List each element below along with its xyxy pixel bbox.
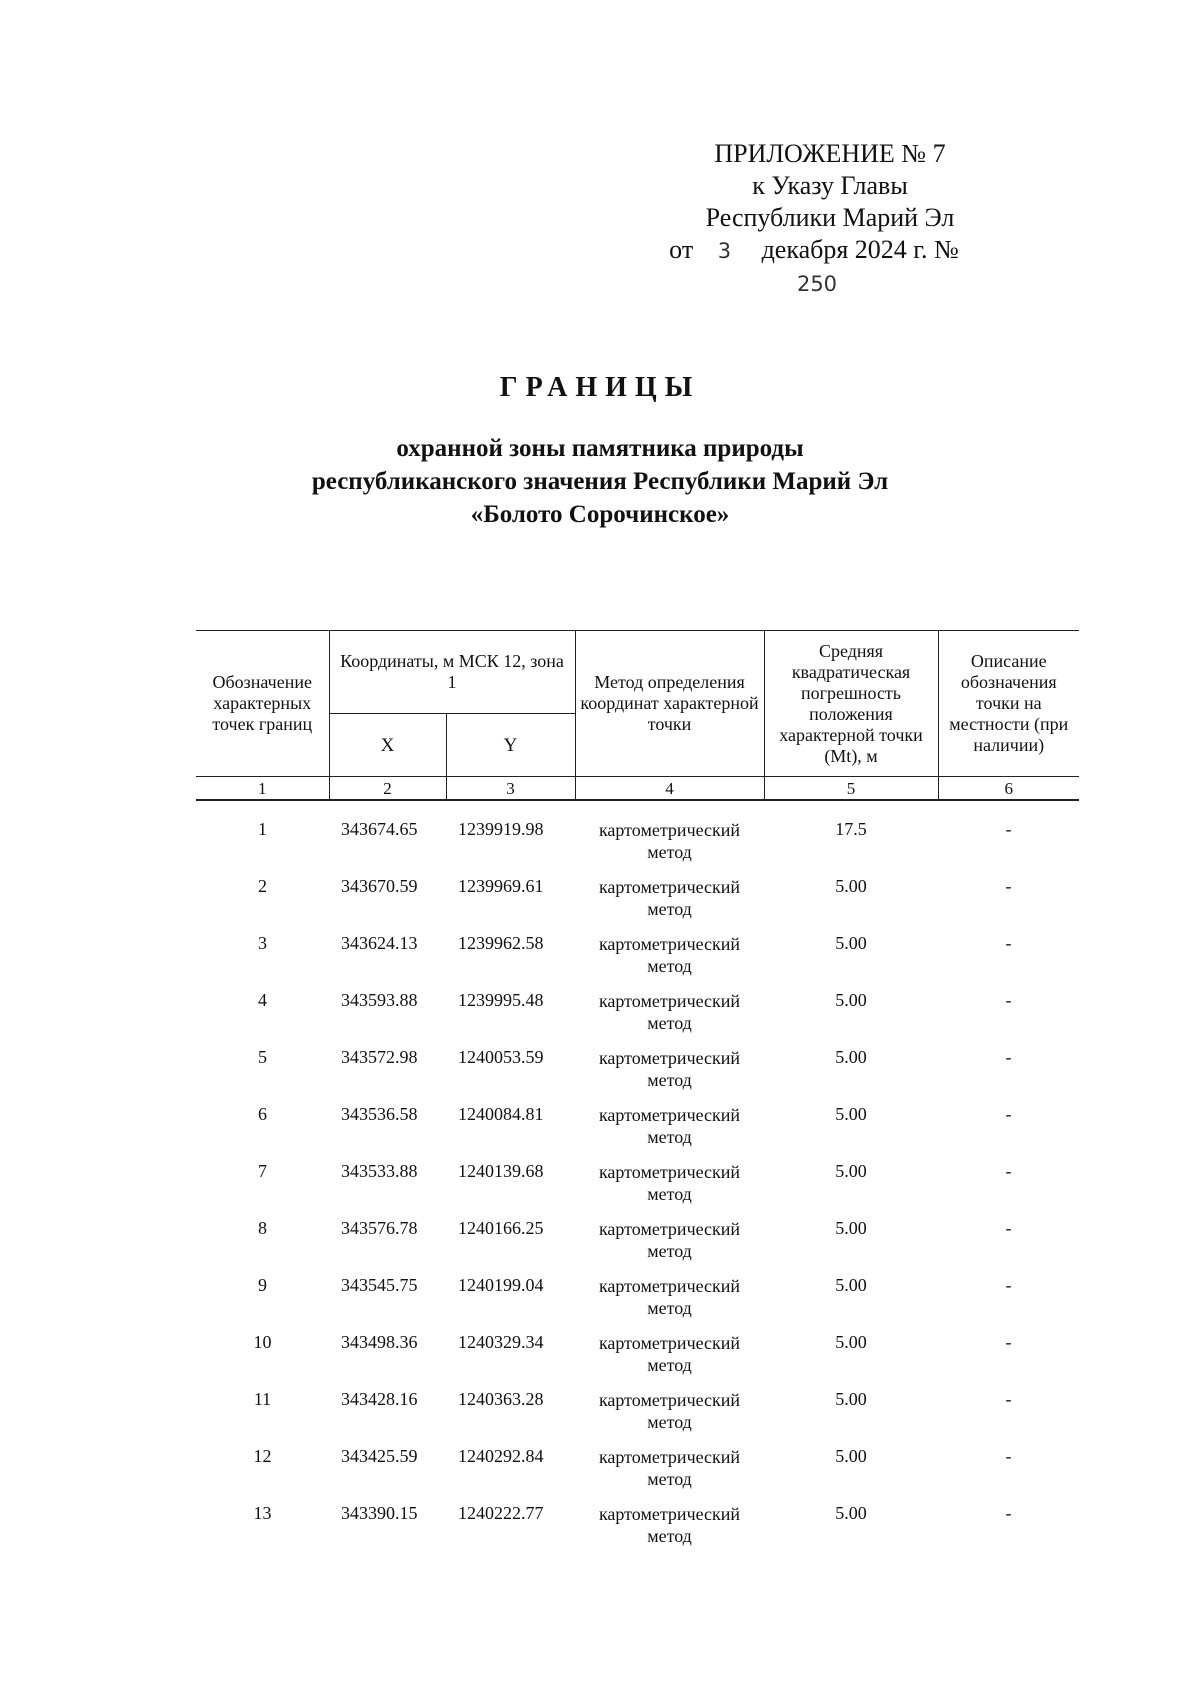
col-number-2: 2 — [329, 777, 446, 801]
cell-method — [575, 1275, 764, 1332]
cell-point — [196, 1446, 329, 1503]
cell-point — [196, 1389, 329, 1446]
cell-x — [329, 1104, 446, 1161]
cell-y — [446, 1446, 575, 1503]
decree-number: 250 — [796, 272, 838, 296]
cell-method — [575, 1332, 764, 1389]
cell-mean-error-text: 17.5 — [835, 819, 867, 839]
cell-method — [575, 1161, 764, 1218]
cell-y — [446, 990, 575, 1047]
cell-method — [575, 1047, 764, 1104]
cell-description-text: - — [1005, 1275, 1012, 1295]
cell-y — [446, 1503, 575, 1560]
cell-description — [938, 990, 1079, 1047]
cell-x-text: 343572.98 — [341, 1047, 418, 1067]
cell-y-text: 1240222.77 — [458, 1503, 544, 1523]
cell-y — [446, 933, 575, 990]
cell-method — [575, 1503, 764, 1560]
header-description: Описание обозначения точки на местности (при наличии) — [938, 631, 1079, 777]
cell-mean-error-text: 5.00 — [835, 876, 867, 896]
page-title: ГРАНИЦЫ — [499, 372, 701, 403]
cell-point-text: 5 — [258, 1047, 267, 1067]
cell-point — [196, 1047, 329, 1104]
header-method: Метод определения координат характерной точки — [575, 631, 764, 777]
cell-description — [938, 1446, 1079, 1503]
cell-point-text: 1 — [258, 819, 267, 839]
cell-y-text: 1239995.48 — [458, 990, 544, 1010]
cell-description-text: - — [1005, 1389, 1012, 1409]
cell-y-text: 1240363.28 — [458, 1389, 544, 1409]
table-row — [196, 1104, 1079, 1161]
cell-mean-error — [764, 1104, 938, 1161]
appendix-header — [660, 138, 1000, 300]
cell-mean-error-text: 5.00 — [835, 933, 867, 953]
cell-point-text: 12 — [253, 1446, 272, 1466]
cell-x-text: 343624.13 — [341, 933, 418, 953]
table-row — [196, 933, 1079, 990]
cell-method-text: картометрический метод — [598, 877, 741, 919]
date-rest: декабря 2024 г. № — [761, 235, 959, 264]
cell-y — [446, 1332, 575, 1389]
cell-mean-error — [764, 1275, 938, 1332]
cell-point-text: 13 — [253, 1503, 272, 1523]
col-number-6: 6 — [938, 777, 1079, 801]
cell-mean-error-text: 5.00 — [835, 1218, 867, 1238]
cell-point-text: 4 — [258, 990, 267, 1010]
table-row — [196, 1161, 1079, 1218]
cell-y-text: 1240329.34 — [458, 1332, 544, 1352]
cell-y — [446, 1275, 575, 1332]
table-row — [196, 990, 1079, 1047]
cell-method-text: картометрический метод — [598, 1276, 741, 1318]
table-row — [196, 1503, 1079, 1560]
cell-point-text: 7 — [258, 1161, 267, 1181]
cell-y — [446, 1104, 575, 1161]
cell-point — [196, 876, 329, 933]
cell-description — [938, 876, 1079, 933]
cell-y — [446, 800, 575, 876]
cell-description — [938, 1161, 1079, 1218]
cell-point-text: 9 — [258, 1275, 267, 1295]
cell-y — [446, 876, 575, 933]
cell-method — [575, 800, 764, 876]
cell-method-text: картометрический метод — [598, 1105, 741, 1147]
cell-method-text: картометрический метод — [598, 1390, 741, 1432]
header-coordinates: Координаты, м МСК 12, зона 1 — [329, 631, 575, 714]
cell-method-text: картометрический метод — [598, 1219, 741, 1261]
cell-y-text: 1239919.98 — [458, 819, 544, 839]
cell-description-text: - — [1005, 990, 1012, 1010]
table-row — [196, 1047, 1079, 1104]
cell-y-text: 1240053.59 — [458, 1047, 544, 1067]
cell-x-text: 343670.59 — [341, 876, 418, 896]
decree-date — [644, 234, 984, 300]
appendix-republic: Республики Марий Эл — [705, 203, 955, 232]
cell-point — [196, 1104, 329, 1161]
col-number-5: 5 — [764, 777, 938, 801]
cell-x-text: 343593.88 — [341, 990, 418, 1010]
cell-x — [329, 1389, 446, 1446]
header-point-designation: Обозначение характерных точек границ — [196, 631, 329, 777]
cell-y-text: 1239962.58 — [458, 933, 544, 953]
cell-mean-error — [764, 1332, 938, 1389]
cell-method — [575, 1218, 764, 1275]
cell-method-text: картометрический метод — [598, 1333, 741, 1375]
cell-point-text: 6 — [258, 1104, 267, 1124]
cell-mean-error-text: 5.00 — [835, 990, 867, 1010]
cell-x-text: 343545.75 — [341, 1275, 418, 1295]
cell-description-text: - — [1005, 1332, 1012, 1352]
cell-description — [938, 1332, 1079, 1389]
cell-method — [575, 933, 764, 990]
cell-mean-error — [764, 1161, 938, 1218]
cell-method — [575, 1446, 764, 1503]
cell-x — [329, 990, 446, 1047]
cell-method-text: картометрический метод — [598, 1162, 741, 1204]
cell-method-text: картометрический метод — [598, 991, 741, 1033]
cell-description — [938, 1275, 1079, 1332]
cell-mean-error — [764, 990, 938, 1047]
table-row — [196, 1218, 1079, 1275]
subtitle-line-1: охранной зоны памятника природы — [396, 435, 804, 462]
cell-point-text: 10 — [253, 1332, 272, 1352]
cell-point — [196, 933, 329, 990]
cell-mean-error-text: 5.00 — [835, 1503, 867, 1523]
cell-description-text: - — [1005, 1047, 1012, 1067]
appendix-ref: к Указу Главы — [752, 171, 908, 200]
cell-x — [329, 1503, 446, 1560]
cell-method — [575, 990, 764, 1047]
cell-y-text: 1240139.68 — [458, 1161, 544, 1181]
table-row — [196, 1389, 1079, 1446]
table-row — [196, 876, 1079, 933]
cell-y-text: 1240166.25 — [458, 1218, 544, 1238]
cell-point — [196, 1161, 329, 1218]
cell-method — [575, 1389, 764, 1446]
cell-x-text: 343536.58 — [341, 1104, 418, 1124]
cell-description — [938, 1389, 1079, 1446]
cell-y-text: 1240199.04 — [458, 1275, 544, 1295]
cell-mean-error-text: 5.00 — [835, 1275, 867, 1295]
cell-point — [196, 1503, 329, 1560]
cell-method — [575, 876, 764, 933]
cell-mean-error-text: 5.00 — [835, 1161, 867, 1181]
cell-x — [329, 1047, 446, 1104]
cell-y — [446, 1389, 575, 1446]
cell-method-text: картометрический метод — [598, 820, 741, 862]
cell-description — [938, 1503, 1079, 1560]
cell-x-text: 343425.59 — [341, 1446, 418, 1466]
cell-description-text: - — [1005, 1104, 1012, 1124]
cell-mean-error — [764, 933, 938, 990]
cell-y-text: 1239969.61 — [458, 876, 544, 896]
page-subtitle — [240, 432, 960, 531]
cell-description-text: - — [1005, 1218, 1012, 1238]
cell-point-text: 3 — [258, 933, 267, 953]
cell-method-text: картометрический метод — [598, 1048, 741, 1090]
cell-x — [329, 1446, 446, 1503]
cell-y — [446, 1047, 575, 1104]
cell-mean-error — [764, 1503, 938, 1560]
appendix-number: ПРИЛОЖЕНИЕ № 7 — [714, 139, 946, 168]
cell-description — [938, 1047, 1079, 1104]
header-y: Y — [446, 714, 575, 777]
cell-point — [196, 1275, 329, 1332]
cell-x-text: 343390.15 — [341, 1503, 418, 1523]
cell-point-text: 8 — [258, 1218, 267, 1238]
cell-description — [938, 1218, 1079, 1275]
cell-method-text: картометрический метод — [598, 1504, 741, 1546]
cell-x — [329, 1275, 446, 1332]
cell-mean-error — [764, 1389, 938, 1446]
cell-x — [329, 1161, 446, 1218]
date-day: 3 — [717, 239, 732, 263]
cell-description — [938, 933, 1079, 990]
cell-point — [196, 1332, 329, 1389]
cell-point — [196, 990, 329, 1047]
header-mean-error: Средняя квадратическая погрешность положения характерной точки (Mt), м — [764, 631, 938, 777]
col-number-4: 4 — [575, 777, 764, 801]
cell-method-text: картометрический метод — [598, 1447, 741, 1489]
cell-y — [446, 1218, 575, 1275]
cell-description — [938, 800, 1079, 876]
cell-x-text: 343428.16 — [341, 1389, 418, 1409]
cell-x-text: 343498.36 — [341, 1332, 418, 1352]
cell-point-text: 11 — [253, 1389, 272, 1409]
subtitle-line-2: республиканского значения Республики Марий Эл — [311, 468, 889, 495]
cell-description-text: - — [1005, 876, 1012, 896]
cell-mean-error — [764, 876, 938, 933]
cell-x — [329, 876, 446, 933]
table-row — [196, 1275, 1079, 1332]
header-x: X — [329, 714, 446, 777]
table-body — [196, 800, 1079, 1560]
date-prefix: от — [669, 235, 694, 264]
cell-method-text: картометрический метод — [598, 934, 741, 976]
cell-x — [329, 800, 446, 876]
cell-description-text: - — [1005, 819, 1012, 839]
col-number-1: 1 — [196, 777, 329, 801]
col-number-3: 3 — [446, 777, 575, 801]
cell-mean-error — [764, 1047, 938, 1104]
cell-mean-error-text: 5.00 — [835, 1389, 867, 1409]
cell-description-text: - — [1005, 1503, 1012, 1523]
cell-x — [329, 1332, 446, 1389]
cell-mean-error — [764, 800, 938, 876]
cell-x-text: 343533.88 — [341, 1161, 418, 1181]
cell-point-text: 2 — [258, 876, 267, 896]
cell-method — [575, 1104, 764, 1161]
table-row — [196, 1332, 1079, 1389]
cell-x — [329, 1218, 446, 1275]
cell-y-text: 1240292.84 — [458, 1446, 544, 1466]
cell-mean-error-text: 5.00 — [835, 1104, 867, 1124]
boundary-points-table — [196, 630, 1079, 1560]
cell-y-text: 1240084.81 — [458, 1104, 544, 1124]
cell-mean-error-text: 5.00 — [835, 1446, 867, 1466]
cell-mean-error-text: 5.00 — [835, 1332, 867, 1352]
cell-mean-error — [764, 1446, 938, 1503]
cell-description-text: - — [1005, 1446, 1012, 1466]
cell-point — [196, 1218, 329, 1275]
cell-x — [329, 933, 446, 990]
cell-x-text: 343576.78 — [341, 1218, 418, 1238]
cell-y — [446, 1161, 575, 1218]
cell-mean-error-text: 5.00 — [835, 1047, 867, 1067]
subtitle-line-3: «Болото Сорочинское» — [470, 501, 730, 528]
cell-point — [196, 800, 329, 876]
cell-description — [938, 1104, 1079, 1161]
cell-mean-error — [764, 1218, 938, 1275]
table-row — [196, 1446, 1079, 1503]
cell-x-text: 343674.65 — [341, 819, 418, 839]
table-row — [196, 800, 1079, 876]
cell-description-text: - — [1005, 1161, 1012, 1181]
cell-description-text: - — [1005, 933, 1012, 953]
